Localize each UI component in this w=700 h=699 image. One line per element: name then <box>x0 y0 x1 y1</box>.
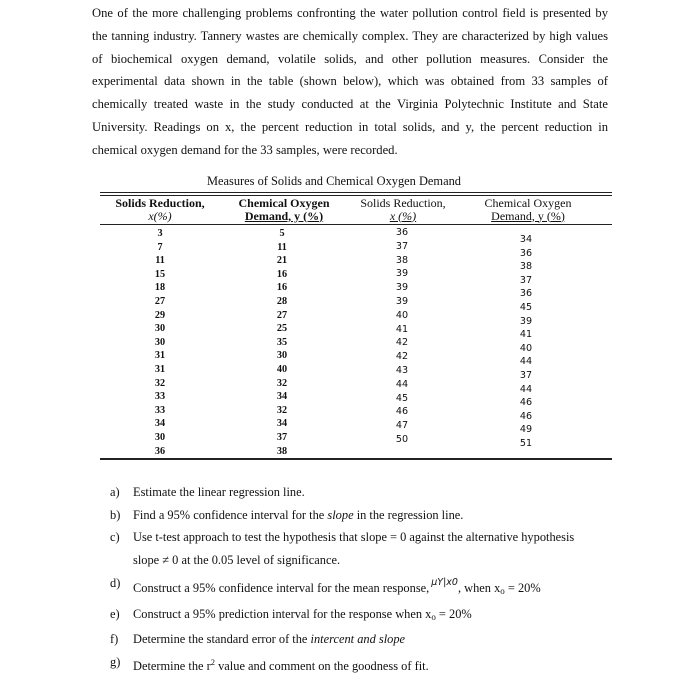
question-text: Use t-test approach to test the hypothesis that slope = 0 against the alternative hypothesis <box>133 530 575 545</box>
column-left-x <box>130 227 190 458</box>
question-text: in the regression line. <box>356 507 464 522</box>
table-cell: 32 <box>276 377 288 389</box>
table-cell: 51 <box>519 437 533 449</box>
table-cell: 36 <box>154 445 166 457</box>
question-list <box>110 481 630 678</box>
table-cell: 5 <box>279 228 285 239</box>
table-cell: 39 <box>395 282 409 294</box>
table-cell: 18 <box>154 282 166 294</box>
table-cell: 15 <box>154 268 166 280</box>
question-text: value and comment on the goodness of fit. <box>215 658 429 673</box>
table-cell: 31 <box>154 363 166 375</box>
question-label: b) <box>110 507 121 522</box>
question-f <box>110 628 630 651</box>
emphasis-intercept-slope: intercent and slope <box>310 632 406 647</box>
question-label: a) <box>110 485 120 499</box>
table-cell: 45 <box>395 392 409 404</box>
question-d <box>110 572 630 603</box>
question-text: Find a 95% confidence interval for the <box>133 507 325 522</box>
table-cell: 31 <box>154 350 166 362</box>
question-c <box>110 526 630 571</box>
table-bottom-rule <box>100 458 612 460</box>
question-text: , when x <box>457 580 501 595</box>
table-cell: 42 <box>395 337 409 349</box>
question-text: slope ≠ 0 at the 0.05 level of significance. <box>133 553 341 568</box>
table-cell: 38 <box>395 254 409 266</box>
table-cell: 37 <box>395 240 409 252</box>
superscript: 2 <box>210 656 216 667</box>
table-cell: 28 <box>276 295 288 307</box>
table-cell: 30 <box>276 350 288 362</box>
table-cell: 35 <box>276 336 288 348</box>
question-b <box>110 504 630 527</box>
table-cell: 45 <box>519 301 533 313</box>
table-cell: 33 <box>154 404 166 416</box>
table-cell: 11 <box>155 255 165 267</box>
question-text: Estimate the linear regression line. <box>133 485 305 499</box>
table-cell: 38 <box>276 445 288 457</box>
table-cell: 30 <box>154 336 166 348</box>
header-chemical-oxygen-left: Chemical Oxygen Demand, y (%) <box>238 196 330 223</box>
table-cell: 25 <box>276 323 288 335</box>
question-text: Construct a 95% confidence interval for the mean response, <box>133 580 430 595</box>
table-cell: 27 <box>154 295 166 307</box>
table-cell: 42 <box>395 351 409 363</box>
column-right-y <box>496 233 556 451</box>
question-label: e) <box>110 606 120 621</box>
table-cell: 39 <box>395 295 409 307</box>
table-cell: 11 <box>277 241 287 253</box>
column-right-x <box>372 226 432 447</box>
table-cell: 37 <box>519 369 533 381</box>
question-text: = 20% <box>504 580 541 595</box>
table-title: Measures of Solids and Chemical Oxygen Demand <box>207 174 461 188</box>
table-cell: 50 <box>395 433 409 445</box>
question-g <box>110 651 630 678</box>
subscript: o <box>500 585 505 596</box>
table-cell: 36 <box>519 288 533 300</box>
question-text: Construct a 95% prediction interval for the response when x <box>133 606 432 621</box>
subscript: o <box>431 611 436 622</box>
table-cell: 33 <box>154 391 166 403</box>
table-cell: 41 <box>519 329 533 341</box>
table-cell: 46 <box>519 410 533 422</box>
table-cell: 37 <box>519 274 533 286</box>
table-cell: 34 <box>154 418 166 430</box>
question-e <box>110 603 630 629</box>
mean-response-symbol: μY|x0 <box>431 576 458 588</box>
table-cell: 40 <box>519 342 533 354</box>
table-cell: 34 <box>276 418 288 430</box>
table-cell: 29 <box>154 309 166 321</box>
table-cell: 7 <box>157 241 163 253</box>
question-text: = 20% <box>435 606 472 621</box>
table-cell: 27 <box>276 309 288 321</box>
table-cell: 32 <box>276 404 288 416</box>
table-top-rule <box>100 192 612 193</box>
table-cell: 38 <box>519 261 533 273</box>
table-cell: 40 <box>395 309 409 321</box>
table-cell: 34 <box>519 234 533 245</box>
table-cell: 34 <box>276 391 288 403</box>
table-cell: 3 <box>157 228 163 239</box>
intro-paragraph: One of the more challenging problems confronting the water pollution control field is presented by the tanning industry. Tannery wastes are chemically complex. They are characterized by high values of biochemical oxygen demand, volatile solids, and other pollution measures. Consider the experimental data shown in the table (shown below), which was obtained from 33 samples of chemically treated waste in the study conducted at the Virginia Polytechnic Institute and State University. Readings on x, the percent reduction in total solids, and y, the percent reduction in chemical oxygen demand for the 33 samples, were recorded. <box>92 6 608 157</box>
table-cell: 39 <box>519 315 533 327</box>
table-cell: 16 <box>276 268 288 280</box>
question-text: Determine the standard error of the <box>133 632 308 647</box>
table-cell: 32 <box>154 377 166 389</box>
table-cell: 30 <box>154 431 166 443</box>
table-cell: 36 <box>395 227 409 238</box>
table-cell: 21 <box>276 255 288 267</box>
table-cell: 47 <box>395 420 409 432</box>
header-solids-reduction-right: Solids Reduction, x (%) <box>360 196 446 223</box>
header-chemical-oxygen-right: Chemical Oxygen Demand, y (%) <box>484 196 572 223</box>
header-solids-reduction-left: Solids Reduction, x(%) <box>115 196 205 223</box>
column-left-y <box>252 227 312 458</box>
table-cell: 41 <box>395 323 409 335</box>
table-cell: 44 <box>519 383 533 395</box>
table-cell: 43 <box>395 364 409 376</box>
table-cell: 37 <box>276 431 288 443</box>
table-cell: 36 <box>519 247 533 259</box>
table-cell: 46 <box>519 397 533 409</box>
table-cell: 40 <box>276 363 288 375</box>
table-cell: 46 <box>395 406 409 418</box>
table-cell: 44 <box>395 378 409 390</box>
table-cell: 44 <box>519 356 533 368</box>
table-cell: 49 <box>519 424 533 436</box>
table-cell: 30 <box>154 323 166 335</box>
table-cell: 16 <box>276 282 288 294</box>
table-header-rule <box>100 224 612 225</box>
emphasis-slope: slope <box>327 507 354 522</box>
question-label: c) <box>110 530 120 545</box>
table-cell: 39 <box>395 268 409 280</box>
question-label: f) <box>110 632 119 647</box>
question-a <box>110 481 630 504</box>
question-text: Determine the r <box>133 658 211 673</box>
question-label: g) <box>110 654 121 669</box>
question-label: d) <box>110 575 121 590</box>
